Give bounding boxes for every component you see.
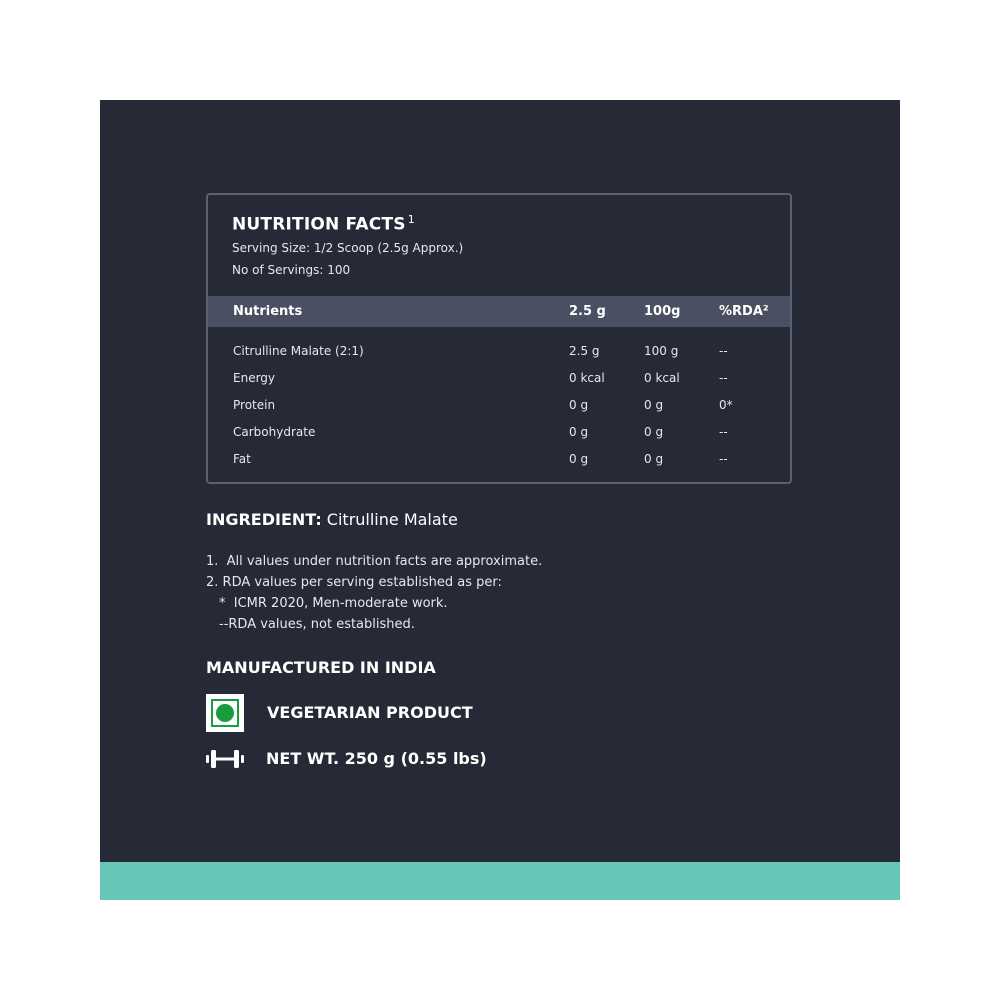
table-row [208,369,790,396]
label-panel [100,100,900,900]
footnote-2: 2. RDA values per serving established as per: [206,575,502,590]
ingredient-label: INGREDIENT: [206,510,322,529]
ingredient-value: Citrulline Malate [321,510,458,529]
header-nutrients: Nutrients [233,304,303,319]
dumbbell-icon [205,748,245,770]
rda-value: -- [719,344,728,358]
header-per-100g: 100g [644,304,681,319]
rda-value: -- [719,425,728,439]
per-100g-value: 0 g [644,452,664,466]
nutrient-name: Energy [233,371,276,385]
table-row [208,396,790,423]
footnote-rda-na: --RDA values, not established. [219,617,415,632]
manufactured-in: MANUFACTURED IN INDIA [206,658,436,677]
footnote-1: 1. All values under nutrition facts are approximate. [206,554,543,569]
veg-mark-icon [206,694,244,732]
per-serving-value: 0 g [569,452,589,466]
per-serving-value: 0 g [569,398,589,412]
table-row [208,342,790,369]
per-serving-value: 2.5 g [569,344,600,358]
rda-value: -- [719,371,728,385]
per-100g-value: 0 g [644,398,664,412]
nutrition-facts-title: NUTRITION FACTS $^1$ [232,213,415,235]
ingredient-line [206,510,458,529]
per-100g-value: 0 kcal [644,371,680,385]
table-row [208,423,790,450]
nutrient-name: Citrulline Malate (2:1) [233,344,364,358]
rda-value: -- [719,452,728,466]
header-rda: %RDA² [719,304,769,319]
per-serving-value: 0 g [569,425,589,439]
table-header [208,296,790,327]
nutrition-facts-box [206,193,792,484]
veg-mark-border [211,699,239,727]
table-row [208,450,790,477]
nutrient-rows [208,342,790,477]
nutrient-name: Carbohydrate [233,425,316,439]
per-100g-value: 0 g [644,425,664,439]
title-footnote-marker: 1 [407,213,415,226]
nutrient-name: Protein [233,398,276,412]
net-weight-label: NET WT. 250 g (0.55 lbs) [266,749,487,768]
footnote-icmr: * ICMR 2020, Men-moderate work. [219,596,448,611]
header-per-serving: 2.5 g [569,304,606,319]
rda-value: 0* [719,398,733,412]
vegetarian-label: VEGETARIAN PRODUCT [267,703,473,722]
accent-strip [100,862,900,900]
nutrient-name: Fat [233,452,251,466]
veg-mark-dot [216,704,234,722]
footnotes [206,554,542,638]
servings-count: No of Servings: 100 [232,263,351,277]
serving-size: Serving Size: 1/2 Scoop (2.5g Approx.) [232,241,464,255]
per-serving-value: 0 kcal [569,371,605,385]
per-100g-value: 100 g [644,344,679,358]
